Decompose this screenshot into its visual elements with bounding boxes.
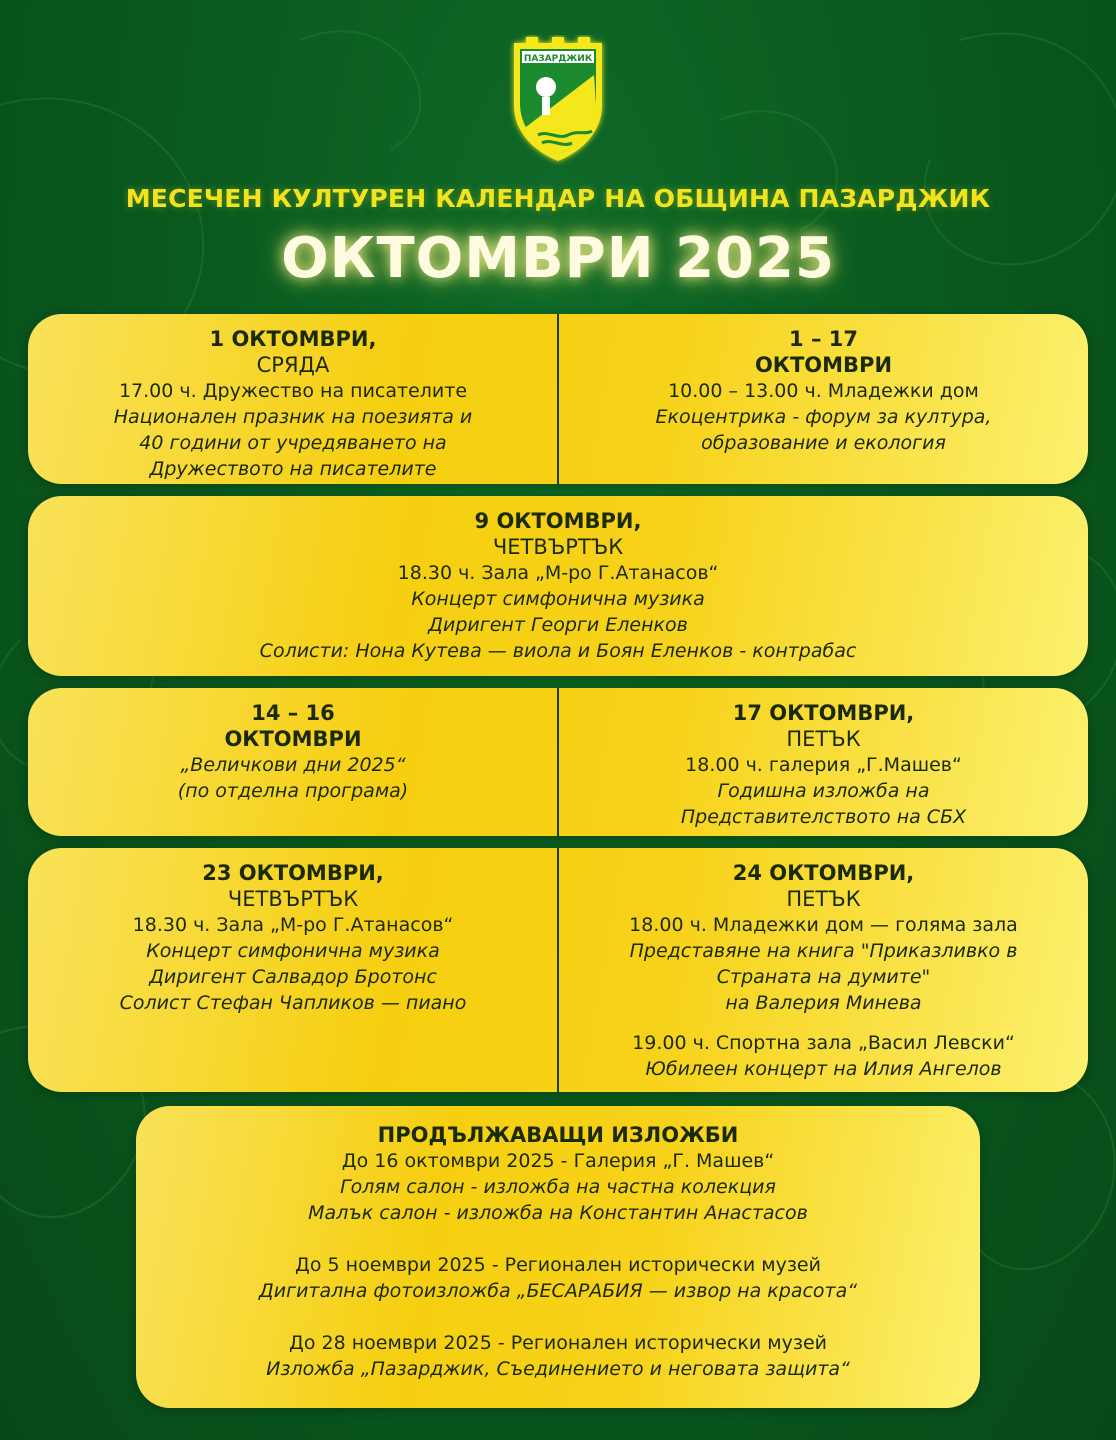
event-description: на Валерия Минева	[725, 992, 922, 1014]
event-month: ОКТОМВРИ	[754, 353, 893, 377]
event-oct-9	[28, 496, 1088, 676]
month-title: ОКТОМВРИ 2025	[281, 226, 835, 291]
event-description: Представяне на книга "Приказливко в	[629, 940, 1018, 962]
event-oct-23	[28, 848, 558, 1092]
event-weekday: ПЕТЪК	[786, 727, 861, 751]
event-date: 23 ОКТОМВРИ,	[202, 861, 384, 885]
ongoing-exhibitions-card	[136, 1106, 980, 1408]
exhibition-date-venue: До 16 октомври 2025 - Галерия „Г. Машев“	[341, 1150, 775, 1172]
event-description: Представителството на СБХ	[680, 806, 967, 828]
event-weekday: ПЕТЪК	[786, 887, 861, 911]
event-time-venue: 19.00 ч. Спортна зала „Васил Левски“	[632, 1032, 1015, 1054]
event-date: 17 ОКТОМВРИ,	[732, 701, 915, 725]
event-card-row-3	[28, 688, 1088, 836]
exhibition-date-venue: До 28 ноември 2025 - Регионален исторически музей	[288, 1332, 828, 1354]
event-description: Солист Стефан Чапликов — пиано	[119, 992, 467, 1014]
event-date: 9 ОКТОМВРИ,	[474, 509, 642, 533]
event-oct-14-16	[28, 688, 558, 836]
event-description: 40 години от учредяването на	[139, 432, 447, 454]
event-oct-24	[559, 848, 1088, 1092]
event-weekday: ЧЕТВЪРТЪК	[492, 535, 624, 559]
event-card-row-2	[28, 496, 1088, 676]
event-date: 14 – 16	[251, 701, 335, 725]
exhibitions-content	[136, 1106, 980, 1408]
event-description: „Величкови дни 2025“	[180, 754, 406, 776]
event-description: Годишна изложба на	[717, 780, 930, 802]
event-month: ОКТОМВРИ	[224, 727, 362, 751]
event-card-row-4	[28, 848, 1088, 1092]
event-description: Национален празник на поезията и	[113, 406, 473, 428]
event-time-venue: 18.00 ч. Младежки дом — голяма зала	[629, 914, 1018, 936]
event-weekday: ЧЕТВЪРТЪК	[227, 887, 359, 911]
event-description: Диригент Георги Еленков	[428, 614, 688, 636]
event-time-venue: 17.00 ч. Дружество на писателите	[118, 380, 468, 402]
event-oct-1	[28, 314, 558, 484]
event-time-venue: 18.30 ч. Зала „М-ро Г.Атанасов“	[397, 562, 719, 584]
event-date: 1 ОКТОМВРИ,	[209, 327, 377, 351]
exhibition-date-venue: До 5 ноември 2025 - Регионален исторически музей	[295, 1254, 821, 1276]
event-time-venue: 18.00 ч. галерия „Г.Машев“	[685, 754, 962, 776]
event-description: (по отделна програма)	[177, 780, 409, 802]
event-time-venue: 18.30 ч. Зала „М-ро Г.Атанасов“	[132, 914, 454, 936]
event-description: Екоцентрика - форум за култура,	[655, 406, 992, 428]
exhibitions-heading: ПРОДЪЛЖАВАЩИ ИЗЛОЖБИ	[377, 1123, 739, 1147]
city-coat-of-arms-logo	[508, 35, 608, 165]
event-oct-1-17	[559, 314, 1088, 484]
event-description: Солисти: Нона Кутева — виола и Боян Еленков - контрабас	[259, 640, 857, 662]
event-weekday: СРЯДА	[256, 353, 330, 377]
event-time-venue: 10.00 – 13.00 ч. Младежки дом	[668, 380, 979, 402]
event-description: Страната на думите"	[716, 966, 931, 988]
event-date: 1 – 17	[789, 327, 858, 351]
event-description: Диригент Салвадор Бротонс	[149, 966, 437, 988]
event-oct-17	[559, 688, 1088, 836]
event-date: 24 ОКТОМВРИ,	[732, 861, 915, 885]
exhibition-description: Дигитална фотоизложба „БЕСАРАБИЯ — извор на красота“	[258, 1280, 858, 1302]
exhibition-description: Изложба „Пазарджик, Съединението и неговата защита“	[266, 1358, 850, 1380]
exhibition-description: Малък салон - изложба на Константин Анастасов	[308, 1202, 808, 1224]
exhibition-description: Голям салон - изложба на частна колекция	[340, 1176, 776, 1198]
event-description: Концерт симфонична музика	[146, 940, 440, 962]
event-description: Концерт симфонична музика	[411, 588, 705, 610]
calendar-heading: МЕСЕЧЕН КУЛТУРЕН КАЛЕНДАР НА ОБЩИНА ПАЗАРДЖИК	[125, 184, 991, 213]
event-description: Юбилеен концерт на Илия Ангелов	[645, 1058, 1002, 1080]
event-description: Дружеството на писателите	[149, 458, 437, 480]
event-description: образование и екология	[701, 432, 946, 454]
event-card-row-1	[28, 314, 1088, 484]
logo-text: ПАЗАРДЖИК	[523, 54, 593, 64]
